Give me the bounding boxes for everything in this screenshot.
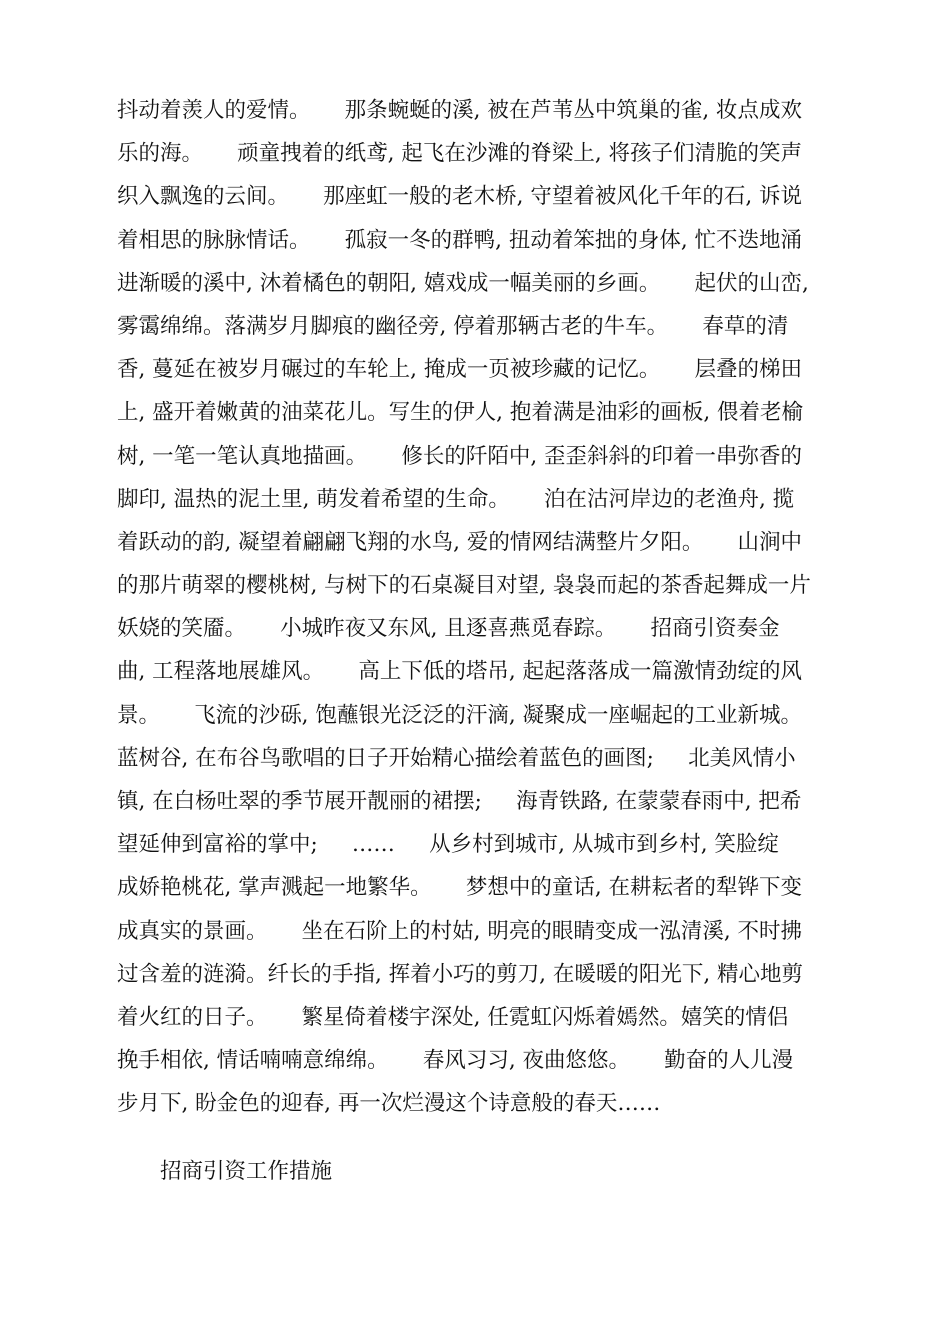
text-line: 着火红的日子。 繁星倚着楼宇深处, 任霓虹闪烁着嫣然。嬉笑的情侣 — [117, 1004, 789, 1030]
text-line: 抖动着羡人的爱情。 那条蜿蜒的溪, 被在芦苇丛中筑巢的雀, 妆点成欢 — [117, 98, 803, 123]
body-paragraph — [117, 89, 847, 1126]
text-line: 雾霭绵绵。落满岁月脚痕的幽径旁, 停着那辆古老的牛车。 春草的清 — [117, 313, 789, 339]
text-line: 步月下, 盼金色的迎春, 再一次烂漫这个诗意般的春天…… — [117, 1091, 661, 1117]
text-line: 进渐暖的溪中, 沐着橘色的朝阳, 嬉戏成一幅美丽的乡画。 起伏的山峦, — [117, 270, 809, 296]
text-line: 香, 蔓延在被岁月碾过的车轮上, 掩成一页被珍藏的记忆。 层叠的梯田 — [117, 357, 803, 383]
text-line: 望延伸到富裕的掌中; …… 从乡村到城市, 从城市到乡村, 笑脸绽 — [117, 832, 779, 858]
text-line: 成真实的景画。 坐在石阶上的村姑, 明亮的眼睛变成一泓清溪, 不时拂 — [117, 918, 803, 944]
text-line: 上, 盛开着嫩黄的油菜花儿。写生的伊人, 抱着满是油彩的画板, 偎着老榆 — [117, 400, 804, 426]
text-line: 曲, 工程落地展雄风。 高上下低的塔吊, 起起落落成一篇激情劲绽的风 — [117, 659, 803, 685]
text-line: 着相思的脉脉情话。 孤寂一冬的群鸭, 扭动着笨拙的身体, 忙不迭地涌 — [117, 227, 803, 253]
text-line: 妖娆的笑靥。 小城昨夜又东风, 且逐喜燕觅春踪。 招商引资奏金 — [117, 616, 780, 642]
text-line: 景。 飞流的沙砾, 饱蘸银光泛泛的汗滴, 凝聚成一座崛起的工业新城。 — [117, 702, 803, 728]
text-line: 过含羞的涟漪。纤长的手指, 挥着小巧的剪刀, 在暖暖的阳光下, 精心地剪 — [117, 961, 804, 987]
text-line: 挽手相依, 情话喃喃意绵绵。 春风习习, 夜曲悠悠。 勤奋的人儿漫 — [117, 1048, 794, 1074]
text-line: 的那片萌翠的樱桃树, 与树下的石桌凝目对望, 袅袅而起的茶香起舞成一片 — [117, 573, 811, 599]
text-line: 树, 一笔一笔认真地描画。 修长的阡陌中, 歪歪斜斜的印着一串弥香的 — [117, 443, 803, 469]
text-line: 乐的海。 顽童拽着的纸鸢, 起飞在沙滩的脊梁上, 将孩子们清脆的笑声 — [117, 141, 803, 167]
text-line: 织入飘逸的云间。 那座虹一般的老木桥, 守望着被风化千年的石, 诉说 — [117, 184, 803, 210]
text-line: 脚印, 温热的泥土里, 萌发着希望的生命。 泊在沽河岸边的老渔舟, 揽 — [117, 486, 795, 512]
text-line: 蓝树谷, 在布谷鸟歌唱的日子开始精心描绘着蓝色的画图; 北美风情小 — [117, 745, 796, 771]
section-heading: 招商引资工作措施 — [160, 1159, 333, 1184]
text-line: 镇, 在白杨吐翠的季节展开靓丽的裙摆; 海青铁路, 在蒙蒙春雨中, 把希 — [117, 789, 802, 814]
text-line: 成娇艳桃花, 掌声溅起一地繁华。 梦想中的童话, 在耕耘者的犁铧下变 — [117, 875, 803, 901]
text-line: 着跃动的韵, 凝望着翩翩飞翔的水鸟, 爱的情网结满整片夕阳。 山涧中 — [117, 529, 803, 555]
